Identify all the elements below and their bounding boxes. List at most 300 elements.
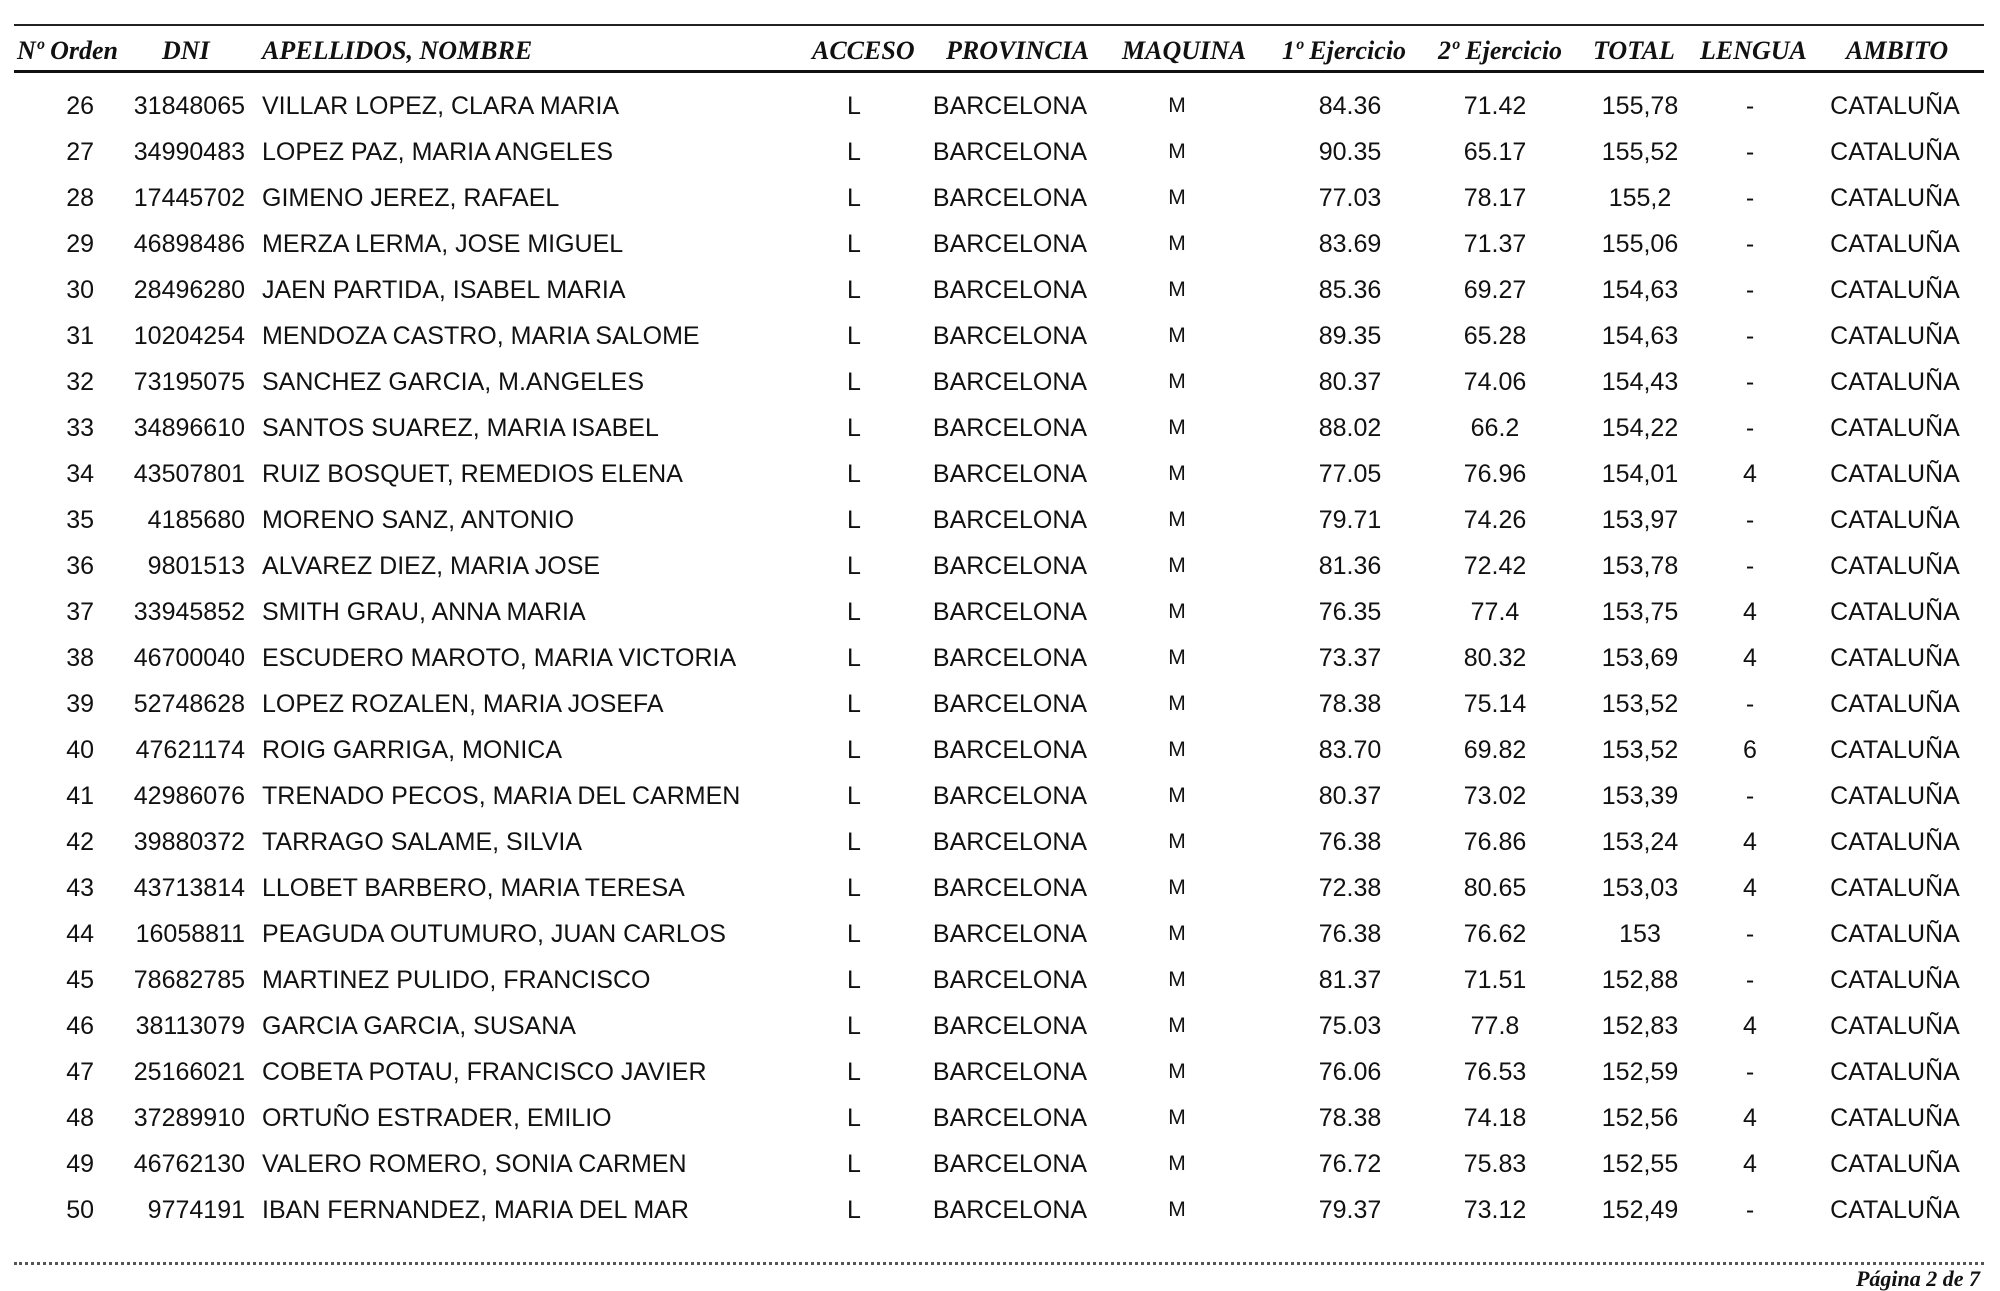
- cell-ejercicio2: 76.86: [1463, 828, 1527, 856]
- cell-total: 152,59: [1601, 1058, 1679, 1086]
- cell-maquina: M: [1168, 600, 1186, 623]
- cell-acceso: L: [847, 506, 861, 534]
- table-row: [0, 730, 2000, 776]
- page-number: Página 2 de 7: [1855, 1266, 1980, 1291]
- cell-maquina: M: [1168, 462, 1186, 485]
- cell-acceso: L: [847, 230, 861, 258]
- cell-ejercicio2: 71.42: [1463, 92, 1527, 120]
- cell-ejercicio1: 76.35: [1318, 598, 1382, 626]
- cell-nombre: MERZA LERMA, JOSE MIGUEL: [262, 230, 624, 258]
- cell-maquina: M: [1168, 1152, 1186, 1175]
- cell-provincia: BARCELONA: [932, 598, 1088, 626]
- cell-orden: 35: [66, 506, 94, 534]
- cell-ejercicio1: 81.37: [1318, 966, 1382, 994]
- cell-maquina: M: [1168, 186, 1186, 209]
- cell-ambito: CATALUÑA: [1830, 828, 1960, 856]
- cell-total: 155,52: [1601, 138, 1679, 166]
- table-row: [0, 960, 2000, 1006]
- cell-ejercicio2: 74.26: [1463, 506, 1527, 534]
- cell-orden: 32: [66, 368, 94, 396]
- cell-nombre: IBAN FERNANDEZ, MARIA DEL MAR: [262, 1196, 689, 1224]
- cell-total: 153: [1619, 920, 1661, 948]
- cell-acceso: L: [847, 736, 861, 764]
- cell-maquina: M: [1168, 140, 1186, 163]
- cell-provincia: BARCELONA: [932, 966, 1088, 994]
- header-lengua: LENGUA: [1700, 36, 1807, 65]
- cell-total: 153,52: [1601, 736, 1679, 764]
- cell-dni: 34896610: [133, 414, 245, 442]
- cell-dni: 34990483: [133, 138, 245, 166]
- cell-maquina: M: [1168, 738, 1186, 761]
- cell-lengua: 4: [1743, 828, 1757, 856]
- table-header: [0, 34, 2000, 68]
- cell-maquina: M: [1168, 876, 1186, 899]
- cell-orden: 40: [66, 736, 94, 764]
- cell-ejercicio2: 74.06: [1463, 368, 1527, 396]
- cell-ejercicio1: 76.72: [1318, 1150, 1382, 1178]
- cell-dni: 16058811: [135, 920, 245, 948]
- table-row: [0, 914, 2000, 960]
- cell-provincia: BARCELONA: [932, 644, 1088, 672]
- table-row: [0, 684, 2000, 730]
- cell-acceso: L: [847, 920, 861, 948]
- cell-ejercicio1: 80.37: [1318, 368, 1382, 396]
- cell-ejercicio1: 79.71: [1318, 506, 1382, 534]
- cell-ejercicio2: 78.17: [1463, 184, 1527, 212]
- table-row: [0, 408, 2000, 454]
- cell-lengua: 4: [1743, 644, 1757, 672]
- cell-lengua: -: [1745, 782, 1755, 810]
- cell-lengua: -: [1745, 690, 1755, 718]
- cell-orden: 48: [66, 1104, 94, 1132]
- header-nombre: APELLIDOS, NOMBRE: [262, 36, 533, 65]
- cell-ambito: CATALUÑA: [1830, 644, 1960, 672]
- cell-ambito: CATALUÑA: [1830, 138, 1960, 166]
- cell-total: 153,75: [1601, 598, 1679, 626]
- cell-acceso: L: [847, 1196, 861, 1224]
- cell-lengua: 4: [1743, 1150, 1757, 1178]
- cell-total: 153,52: [1601, 690, 1679, 718]
- cell-dni: 43507801: [133, 460, 245, 488]
- cell-maquina: M: [1168, 94, 1186, 117]
- cell-ejercicio1: 78.38: [1318, 690, 1382, 718]
- cell-maquina: M: [1168, 968, 1186, 991]
- cell-dni: 46700040: [133, 644, 245, 672]
- cell-total: 153,69: [1601, 644, 1679, 672]
- cell-total: 153,39: [1601, 782, 1679, 810]
- cell-lengua: -: [1745, 1058, 1755, 1086]
- cell-lengua: -: [1745, 230, 1755, 258]
- table-row: [0, 500, 2000, 546]
- table-row: [0, 1190, 2000, 1236]
- cell-acceso: L: [847, 828, 861, 856]
- cell-ambito: CATALUÑA: [1830, 782, 1960, 810]
- cell-nombre: GARCIA GARCIA, SUSANA: [262, 1012, 576, 1040]
- cell-provincia: BARCELONA: [932, 690, 1088, 718]
- cell-ejercicio1: 77.05: [1318, 460, 1382, 488]
- cell-ejercicio1: 76.38: [1318, 920, 1382, 948]
- table-row: [0, 868, 2000, 914]
- cell-provincia: BARCELONA: [932, 506, 1088, 534]
- cell-ejercicio2: 71.51: [1463, 966, 1527, 994]
- cell-provincia: BARCELONA: [932, 874, 1088, 902]
- cell-ejercicio2: 75.83: [1463, 1150, 1527, 1178]
- cell-dni: 10204254: [133, 322, 245, 350]
- cell-lengua: 4: [1743, 874, 1757, 902]
- table-row: [0, 316, 2000, 362]
- cell-acceso: L: [847, 92, 861, 120]
- header-acceso: ACCESO: [812, 36, 915, 65]
- cell-maquina: M: [1168, 784, 1186, 807]
- cell-acceso: L: [847, 322, 861, 350]
- cell-ambito: CATALUÑA: [1830, 184, 1960, 212]
- cell-lengua: -: [1745, 552, 1755, 580]
- cell-dni: 47621174: [135, 736, 245, 764]
- cell-ejercicio2: 80.65: [1463, 874, 1527, 902]
- cell-maquina: M: [1168, 416, 1186, 439]
- cell-acceso: L: [847, 1150, 861, 1178]
- cell-ejercicio2: 76.96: [1463, 460, 1527, 488]
- cell-provincia: BARCELONA: [932, 736, 1088, 764]
- cell-ejercicio1: 85.36: [1318, 276, 1382, 304]
- cell-dni: 43713814: [133, 874, 245, 902]
- cell-orden: 42: [66, 828, 94, 856]
- table-row: [0, 638, 2000, 684]
- header-ejercicio1: 1º Ejercicio: [1282, 36, 1407, 65]
- cell-lengua: -: [1745, 506, 1755, 534]
- cell-ejercicio1: 75.03: [1318, 1012, 1382, 1040]
- cell-ambito: CATALUÑA: [1830, 414, 1960, 442]
- cell-maquina: M: [1168, 508, 1186, 531]
- cell-nombre: VILLAR LOPEZ, CLARA MARIA: [262, 92, 620, 120]
- cell-provincia: BARCELONA: [932, 920, 1088, 948]
- cell-ambito: CATALUÑA: [1830, 920, 1960, 948]
- cell-ambito: CATALUÑA: [1830, 460, 1960, 488]
- cell-dni: 73195075: [133, 368, 245, 396]
- cell-nombre: TRENADO PECOS, MARIA DEL CARMEN: [262, 782, 741, 810]
- table-row: [0, 822, 2000, 868]
- cell-ejercicio2: 76.62: [1463, 920, 1527, 948]
- cell-nombre: MARTINEZ PULIDO, FRANCISCO: [262, 966, 651, 994]
- cell-acceso: L: [847, 138, 861, 166]
- cell-orden: 28: [66, 184, 94, 212]
- cell-ambito: CATALUÑA: [1830, 230, 1960, 258]
- cell-provincia: BARCELONA: [932, 782, 1088, 810]
- cell-provincia: BARCELONA: [932, 92, 1088, 120]
- cell-orden: 29: [66, 230, 94, 258]
- cell-nombre: ORTUÑO ESTRADER, EMILIO: [262, 1104, 612, 1132]
- cell-provincia: BARCELONA: [932, 1150, 1088, 1178]
- cell-ejercicio1: 80.37: [1318, 782, 1382, 810]
- cell-total: 152,83: [1601, 1012, 1679, 1040]
- cell-orden: 31: [66, 322, 94, 350]
- cell-ejercicio1: 77.03: [1318, 184, 1382, 212]
- cell-ejercicio2: 73.02: [1463, 782, 1527, 810]
- table-row: [0, 362, 2000, 408]
- cell-ejercicio1: 84.36: [1318, 92, 1382, 120]
- cell-ejercicio2: 66.2: [1470, 414, 1520, 442]
- cell-dni: 4185680: [147, 506, 245, 534]
- cell-total: 153,03: [1601, 874, 1679, 902]
- cell-nombre: LOPEZ ROZALEN, MARIA JOSEFA: [262, 690, 664, 718]
- cell-lengua: -: [1745, 322, 1755, 350]
- cell-nombre: COBETA POTAU, FRANCISCO JAVIER: [262, 1058, 707, 1086]
- cell-ejercicio2: 73.12: [1463, 1196, 1527, 1224]
- cell-lengua: -: [1745, 92, 1755, 120]
- cell-lengua: -: [1745, 368, 1755, 396]
- cell-dni: 9774191: [147, 1196, 245, 1224]
- cell-nombre: LLOBET BARBERO, MARIA TERESA: [262, 874, 685, 902]
- cell-lengua: 6: [1743, 736, 1757, 764]
- cell-nombre: ALVAREZ DIEZ, MARIA JOSE: [262, 552, 601, 580]
- table-row: [0, 132, 2000, 178]
- cell-dni: 9801513: [147, 552, 245, 580]
- cell-dni: 33945852: [133, 598, 245, 626]
- cell-provincia: BARCELONA: [932, 828, 1088, 856]
- table-row: [0, 776, 2000, 822]
- cell-lengua: -: [1745, 184, 1755, 212]
- cell-nombre: LOPEZ PAZ, MARIA ANGELES: [262, 138, 614, 166]
- cell-orden: 50: [66, 1196, 94, 1224]
- cell-ambito: CATALUÑA: [1830, 322, 1960, 350]
- cell-nombre: ESCUDERO MAROTO, MARIA VICTORIA: [262, 644, 737, 672]
- cell-acceso: L: [847, 460, 861, 488]
- cell-provincia: BARCELONA: [932, 414, 1088, 442]
- cell-total: 154,43: [1601, 368, 1679, 396]
- cell-orden: 36: [66, 552, 94, 580]
- cell-acceso: L: [847, 184, 861, 212]
- cell-provincia: BARCELONA: [932, 276, 1088, 304]
- cell-dni: 25166021: [133, 1058, 245, 1086]
- cell-dni: 38113079: [135, 1012, 245, 1040]
- cell-acceso: L: [847, 1012, 861, 1040]
- cell-dni: 31848065: [133, 92, 245, 120]
- cell-ambito: CATALUÑA: [1830, 506, 1960, 534]
- cell-dni: 52748628: [133, 690, 245, 718]
- cell-nombre: ROIG GARRIGA, MONICA: [262, 736, 563, 764]
- cell-total: 154,63: [1601, 276, 1679, 304]
- cell-lengua: -: [1745, 1196, 1755, 1224]
- table-body: [0, 86, 2000, 1236]
- cell-ambito: CATALUÑA: [1830, 1058, 1960, 1086]
- cell-orden: 41: [66, 782, 94, 810]
- header-rule: [14, 70, 1984, 73]
- cell-total: 154,22: [1601, 414, 1679, 442]
- cell-provincia: BARCELONA: [932, 184, 1088, 212]
- cell-nombre: RUIZ BOSQUET, REMEDIOS ELENA: [262, 460, 683, 488]
- cell-maquina: M: [1168, 1106, 1186, 1129]
- cell-orden: 37: [66, 598, 94, 626]
- cell-total: 152,88: [1601, 966, 1679, 994]
- cell-ejercicio1: 73.37: [1318, 644, 1382, 672]
- cell-ambito: CATALUÑA: [1830, 92, 1960, 120]
- cell-lengua: -: [1745, 414, 1755, 442]
- cell-nombre: PEAGUDA OUTUMURO, JUAN CARLOS: [262, 920, 726, 948]
- cell-nombre: SANTOS SUAREZ, MARIA ISABEL: [262, 414, 659, 442]
- cell-provincia: BARCELONA: [932, 322, 1088, 350]
- cell-maquina: M: [1168, 278, 1186, 301]
- cell-dni: 46762130: [133, 1150, 245, 1178]
- cell-acceso: L: [847, 1104, 861, 1132]
- cell-orden: 49: [66, 1150, 94, 1178]
- cell-ejercicio2: 77.8: [1470, 1012, 1520, 1040]
- cell-provincia: BARCELONA: [932, 552, 1088, 580]
- cell-ambito: CATALUÑA: [1830, 552, 1960, 580]
- cell-ejercicio1: 90.35: [1318, 138, 1382, 166]
- cell-nombre: JAEN PARTIDA, ISABEL MARIA: [262, 276, 626, 304]
- cell-total: 152,56: [1601, 1104, 1679, 1132]
- cell-total: 154,63: [1601, 322, 1679, 350]
- cell-acceso: L: [847, 276, 861, 304]
- cell-ambito: CATALUÑA: [1830, 1150, 1960, 1178]
- cell-ejercicio2: 69.82: [1463, 736, 1527, 764]
- cell-maquina: M: [1168, 646, 1186, 669]
- cell-lengua: -: [1745, 276, 1755, 304]
- cell-ejercicio1: 76.38: [1318, 828, 1382, 856]
- cell-orden: 47: [66, 1058, 94, 1086]
- cell-ambito: CATALUÑA: [1830, 598, 1960, 626]
- cell-acceso: L: [847, 414, 861, 442]
- cell-maquina: M: [1168, 1014, 1186, 1037]
- cell-orden: 45: [66, 966, 94, 994]
- cell-nombre: GIMENO JEREZ, RAFAEL: [262, 184, 560, 212]
- cell-lengua: -: [1745, 138, 1755, 166]
- cell-orden: 30: [66, 276, 94, 304]
- cell-orden: 44: [66, 920, 94, 948]
- cell-provincia: BARCELONA: [932, 460, 1088, 488]
- cell-total: 155,78: [1601, 92, 1679, 120]
- cell-ambito: CATALUÑA: [1830, 1012, 1960, 1040]
- cell-total: 153,78: [1601, 552, 1679, 580]
- cell-provincia: BARCELONA: [932, 1058, 1088, 1086]
- cell-acceso: L: [847, 782, 861, 810]
- cell-acceso: L: [847, 874, 861, 902]
- cell-dni: 46898486: [133, 230, 245, 258]
- cell-ejercicio1: 83.69: [1318, 230, 1382, 258]
- cell-ejercicio2: 69.27: [1463, 276, 1527, 304]
- header-ejercicio2: 2º Ejercicio: [1438, 36, 1563, 65]
- table-row: [0, 178, 2000, 224]
- table-row: [0, 1144, 2000, 1190]
- cell-dni: 37289910: [133, 1104, 245, 1132]
- table-row: [0, 1098, 2000, 1144]
- cell-ejercicio1: 72.38: [1318, 874, 1382, 902]
- cell-orden: 27: [66, 138, 94, 166]
- cell-acceso: L: [847, 690, 861, 718]
- cell-ejercicio2: 65.17: [1463, 138, 1527, 166]
- cell-ejercicio1: 81.36: [1318, 552, 1382, 580]
- cell-ejercicio1: 83.70: [1318, 736, 1382, 764]
- cell-ejercicio1: 79.37: [1318, 1196, 1382, 1224]
- cell-ejercicio2: 71.37: [1463, 230, 1527, 258]
- cell-maquina: M: [1168, 922, 1186, 945]
- cell-total: 152,55: [1601, 1150, 1679, 1178]
- cell-dni: 42986076: [133, 782, 245, 810]
- cell-provincia: BARCELONA: [932, 138, 1088, 166]
- cell-provincia: BARCELONA: [932, 1104, 1088, 1132]
- cell-total: 155,06: [1601, 230, 1679, 258]
- cell-nombre: TARRAGO SALAME, SILVIA: [262, 828, 582, 856]
- cell-nombre: SANCHEZ GARCIA, M.ANGELES: [262, 368, 645, 396]
- cell-maquina: M: [1168, 1060, 1186, 1083]
- cell-lengua: -: [1745, 920, 1755, 948]
- cell-nombre: MENDOZA CASTRO, MARIA SALOME: [262, 322, 700, 350]
- cell-ambito: CATALUÑA: [1830, 1104, 1960, 1132]
- cell-acceso: L: [847, 644, 861, 672]
- cell-dni: 78682785: [133, 966, 245, 994]
- cell-orden: 26: [66, 92, 94, 120]
- header-maquina: MAQUINA: [1122, 36, 1247, 65]
- top-rule: [14, 24, 1984, 26]
- cell-nombre: SMITH GRAU, ANNA MARIA: [262, 598, 586, 626]
- cell-maquina: M: [1168, 1198, 1186, 1221]
- cell-maquina: M: [1168, 324, 1186, 347]
- cell-total: 153,24: [1601, 828, 1679, 856]
- cell-nombre: MORENO SANZ, ANTONIO: [262, 506, 575, 534]
- cell-lengua: 4: [1743, 598, 1757, 626]
- cell-dni: 39880372: [133, 828, 245, 856]
- table-row: [0, 86, 2000, 132]
- cell-ambito: CATALUÑA: [1830, 276, 1960, 304]
- cell-maquina: M: [1168, 554, 1186, 577]
- cell-ambito: CATALUÑA: [1830, 736, 1960, 764]
- cell-ejercicio2: 65.28: [1463, 322, 1527, 350]
- cell-maquina: M: [1168, 232, 1186, 255]
- cell-total: 152,49: [1601, 1196, 1679, 1224]
- cell-provincia: BARCELONA: [932, 230, 1088, 258]
- footer-dotted-rule: [14, 1262, 1984, 1265]
- cell-acceso: L: [847, 552, 861, 580]
- header-ambito: AMBITO: [1846, 36, 1949, 65]
- table-row: [0, 224, 2000, 270]
- cell-orden: 34: [66, 460, 94, 488]
- header-total: TOTAL: [1593, 36, 1675, 65]
- cell-lengua: 4: [1743, 1104, 1757, 1132]
- cell-acceso: L: [847, 598, 861, 626]
- cell-ejercicio2: 74.18: [1463, 1104, 1527, 1132]
- header-dni: DNI: [162, 36, 210, 65]
- cell-acceso: L: [847, 966, 861, 994]
- table-row: [0, 454, 2000, 500]
- cell-ejercicio2: 72.42: [1463, 552, 1527, 580]
- cell-ejercicio2: 76.53: [1463, 1058, 1527, 1086]
- cell-ambito: CATALUÑA: [1830, 966, 1960, 994]
- cell-acceso: L: [847, 368, 861, 396]
- cell-maquina: M: [1168, 830, 1186, 853]
- cell-ejercicio2: 75.14: [1463, 690, 1527, 718]
- cell-ambito: CATALUÑA: [1830, 368, 1960, 396]
- cell-total: 155,2: [1608, 184, 1672, 212]
- cell-provincia: BARCELONA: [932, 1196, 1088, 1224]
- cell-ejercicio1: 88.02: [1318, 414, 1382, 442]
- cell-maquina: M: [1168, 692, 1186, 715]
- cell-lengua: 4: [1743, 460, 1757, 488]
- cell-ejercicio2: 80.32: [1463, 644, 1527, 672]
- cell-lengua: -: [1745, 966, 1755, 994]
- cell-provincia: BARCELONA: [932, 1012, 1088, 1040]
- cell-nombre: VALERO ROMERO, SONIA CARMEN: [262, 1150, 687, 1178]
- cell-dni: 28496280: [133, 276, 245, 304]
- table-row: [0, 546, 2000, 592]
- cell-ambito: CATALUÑA: [1830, 1196, 1960, 1224]
- table-row: [0, 1006, 2000, 1052]
- cell-total: 154,01: [1601, 460, 1679, 488]
- cell-lengua: 4: [1743, 1012, 1757, 1040]
- table-row: [0, 592, 2000, 638]
- cell-ejercicio2: 77.4: [1470, 598, 1520, 626]
- cell-orden: 46: [66, 1012, 94, 1040]
- header-provincia: PROVINCIA: [946, 36, 1090, 65]
